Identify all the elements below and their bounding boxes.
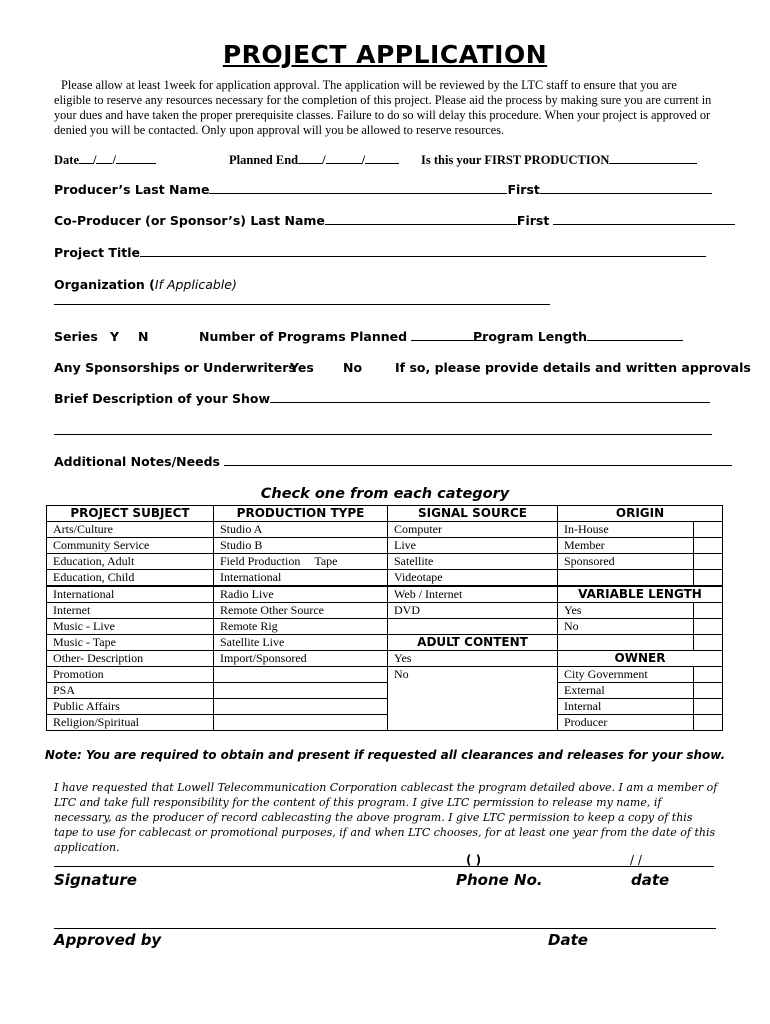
date-slashes: / / [630, 853, 642, 867]
category-table [46, 505, 723, 731]
subject-option[interactable]: Religion/Spiritual [47, 715, 214, 731]
approval-date-label: Date [548, 931, 588, 949]
table-row [47, 570, 723, 587]
signal-option[interactable]: Satellite [388, 554, 558, 570]
organization-line[interactable] [54, 304, 550, 305]
signature-date-label: date [631, 871, 670, 889]
empty-cell [694, 570, 723, 587]
approved-by-label: Approved by [54, 931, 162, 949]
project-subject-header: PROJECT SUBJECT [47, 506, 214, 522]
table-row [47, 603, 723, 619]
tape-label: Tape [314, 554, 338, 568]
producer-first-label: First [507, 182, 540, 197]
brief-description-field[interactable] [54, 391, 710, 406]
producer-name-field[interactable] [54, 182, 712, 197]
owner-check-cell[interactable] [694, 699, 723, 715]
variable-option[interactable]: Yes [558, 603, 694, 619]
origin-option[interactable]: Member [558, 538, 694, 554]
subject-option[interactable]: Community Service [47, 538, 214, 554]
empty-cell [388, 699, 558, 715]
production-type-header: PRODUCTION TYPE [214, 506, 388, 522]
planned-end-label: Planned End [229, 153, 299, 167]
table-row [47, 586, 723, 603]
empty-cell [558, 635, 694, 651]
empty-cell [214, 715, 388, 731]
table-row [47, 667, 723, 683]
program-length-label: Program Length [473, 329, 588, 344]
production-option[interactable]: Radio Live [214, 586, 388, 603]
program-length-field[interactable] [473, 329, 683, 344]
planned-end-field[interactable]: Planned End / / [229, 152, 399, 168]
empty-cell [388, 619, 558, 635]
empty-cell [694, 635, 723, 651]
sponsorship-details-label: If so, please provide details and written approvals [395, 360, 751, 375]
origin-option[interactable]: Sponsored [558, 554, 694, 570]
empty-cell [214, 683, 388, 699]
table-row [47, 683, 723, 699]
origin-option[interactable]: In-House [558, 522, 694, 538]
origin-header: ORIGIN [558, 506, 723, 522]
date-label: Date [54, 153, 79, 167]
owner-option[interactable]: Internal [558, 699, 694, 715]
additional-notes-field[interactable] [54, 454, 732, 469]
table-row [47, 651, 723, 667]
origin-check-cell[interactable] [694, 522, 723, 538]
empty-cell [388, 715, 558, 731]
owner-check-cell[interactable] [694, 715, 723, 731]
production-option[interactable]: Remote Other Source [214, 603, 388, 619]
subject-option[interactable]: Education, Child [47, 570, 214, 587]
table-row [47, 619, 723, 635]
table-row [47, 522, 723, 538]
project-title-field[interactable] [54, 245, 706, 260]
owner-check-cell[interactable] [694, 683, 723, 699]
signal-option[interactable]: Computer [388, 522, 558, 538]
phone-parens: ( ) [466, 853, 482, 867]
brief-description-label: Brief Description of your Show [54, 391, 271, 406]
origin-check-cell[interactable] [694, 554, 723, 570]
num-programs-field[interactable] [199, 329, 487, 344]
empty-cell [214, 699, 388, 715]
intro-paragraph [54, 78, 716, 138]
variable-check-cell[interactable] [694, 619, 723, 635]
production-option[interactable]: Satellite Live [214, 635, 388, 651]
subject-option[interactable]: Education, Adult [47, 554, 214, 570]
first-production-label: Is this your FIRST PRODUCTION [421, 153, 610, 167]
production-option[interactable]: Import/Sponsored [214, 651, 388, 667]
organization-note: If Applicable) [154, 277, 237, 292]
production-option[interactable]: Remote Rig [214, 619, 388, 635]
production-option[interactable]: Studio A [214, 522, 388, 538]
intro-text: Please allow at least 1week for application approval. The application will be reviewed by the LTC staff to ensure that you are eligible to reserve any resources necessary for the completion of this project. Please aid the process by making sure you are current in your dues and have taken the proper prerequisite classes. Failure to do so will delay this procedure. When your project is approved or denied you will be contacted. Only upon approval will you be allowed to reserve resources. [54, 78, 712, 137]
first-production-field[interactable] [421, 152, 697, 168]
sponsorships-label: Any Sponsorships or Underwriters [54, 360, 296, 375]
owner-check-cell[interactable] [694, 667, 723, 683]
owner-option[interactable]: Producer [558, 715, 694, 731]
clearances-note: Note: You are required to obtain and present if requested all clearances and releases for your show. [44, 748, 726, 762]
coproducer-first-label: First [516, 213, 550, 228]
subject-option[interactable]: Internet [47, 603, 214, 619]
subject-option[interactable]: Public Affairs [47, 699, 214, 715]
producer-last-label: Producer’s Last Name [54, 182, 210, 197]
table-row [47, 699, 723, 715]
declaration-paragraph: I have requested that Lowell Telecommunication Corporation cablecast the program detailed above. I am a member of LTC and take full responsibility for the content of this program. I give LTC permission to release my name, if necessary, as the producer of record cablecasting the above program. I give LTC permission to keep a copy of this tape to use for cablecast or promotional purposes, if and when LTC chooses, for at least one year from the date of this application. [54, 781, 718, 854]
empty-cell [558, 570, 694, 587]
table-row [47, 715, 723, 731]
approval-line[interactable] [54, 928, 716, 929]
signature-label: Signature [54, 871, 137, 889]
page-title: PROJECT APPLICATION [222, 40, 548, 69]
series-label: Series [54, 329, 98, 344]
table-row [47, 538, 723, 554]
table-row [47, 635, 723, 651]
subject-option[interactable]: Music - Tape [47, 635, 214, 651]
subject-option[interactable]: Music - Live [47, 619, 214, 635]
adult-content-header: ADULT CONTENT [388, 635, 558, 651]
variable-length-header: VARIABLE LENGTH [558, 586, 723, 603]
signature-line[interactable] [54, 866, 714, 867]
date-field[interactable]: Date / / [54, 152, 156, 168]
signal-option[interactable]: Live [388, 538, 558, 554]
empty-cell [388, 683, 558, 699]
phone-label: Phone No. [456, 871, 543, 889]
additional-notes-label: Additional Notes/Needs [54, 454, 220, 469]
production-option[interactable]: International [214, 570, 388, 587]
variable-option[interactable]: No [558, 619, 694, 635]
variable-check-cell[interactable] [694, 603, 723, 619]
organization-label-row [54, 277, 237, 292]
subject-option[interactable]: PSA [47, 683, 214, 699]
empty-cell [214, 667, 388, 683]
subject-option[interactable]: Arts/Culture [47, 522, 214, 538]
field-production-label: Field Production [220, 554, 301, 568]
owner-option[interactable]: External [558, 683, 694, 699]
series-yes-option[interactable]: Y [110, 329, 120, 344]
check-category-title: Check one from each category [260, 486, 510, 502]
signal-option[interactable]: Videotape [388, 570, 558, 587]
num-programs-label: Number of Programs Planned [199, 329, 408, 344]
coproducer-name-field[interactable] [54, 213, 735, 228]
series-no-option[interactable]: N [138, 329, 149, 344]
signal-option[interactable]: Web / Internet [388, 586, 558, 603]
signal-source-header: SIGNAL SOURCE [388, 506, 558, 522]
table-header-row [47, 506, 723, 522]
project-title-label: Project Title [54, 245, 140, 260]
production-option[interactable]: Studio B [214, 538, 388, 554]
adult-option[interactable]: No [388, 667, 558, 683]
coproducer-last-label: Co-Producer (or Sponsor’s) Last Name [54, 213, 325, 228]
organization-label: Organization ( [54, 277, 155, 292]
signal-option[interactable]: DVD [388, 603, 558, 619]
production-option[interactable] [214, 554, 388, 570]
subject-option[interactable]: Promotion [47, 667, 214, 683]
table-row [47, 554, 723, 570]
sponsorships-yes-option[interactable]: Yes [290, 360, 314, 375]
brief-description-line[interactable] [54, 434, 712, 435]
origin-check-cell[interactable] [694, 538, 723, 554]
subject-option[interactable]: Other- Description [47, 651, 214, 667]
owner-option[interactable]: City Government [558, 667, 694, 683]
adult-option[interactable]: Yes [388, 651, 558, 667]
subject-option[interactable]: International [47, 586, 214, 603]
sponsorships-no-option[interactable]: No [343, 360, 363, 375]
owner-header: OWNER [558, 651, 723, 667]
